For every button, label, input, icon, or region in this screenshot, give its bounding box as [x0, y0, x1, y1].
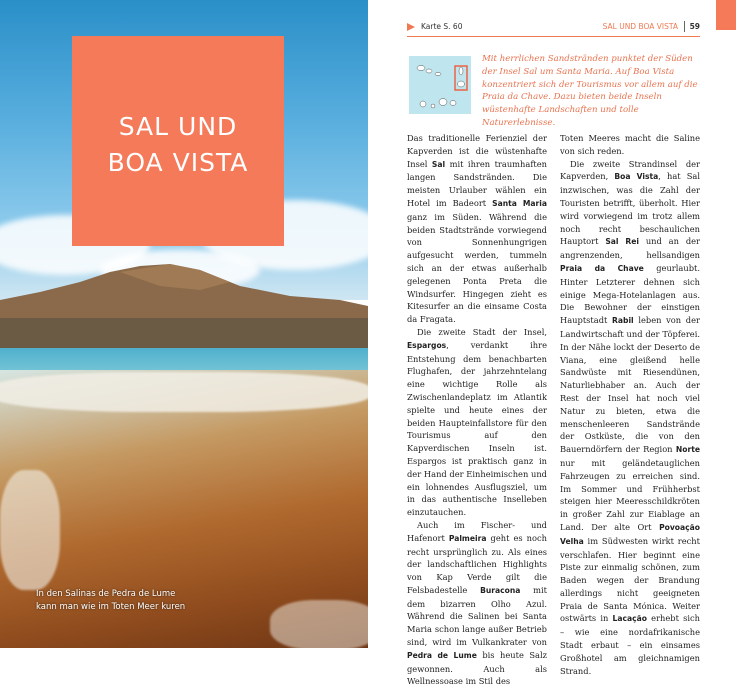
- caption-line: kann man wie im Toten Meer kuren: [36, 602, 186, 612]
- place-name: Sal: [431, 159, 446, 169]
- chapter-name: SAL UND BOA VISTA: [602, 22, 678, 31]
- body-text: , hat Sal inzwischen, was die Zahl der Touristen betrifft, überholt. Hier wird vorwiegend im trotz allem noch recht beschaulichen Hauptort: [560, 171, 700, 247]
- page-edge-tab: [716, 0, 736, 30]
- salt-crust: [270, 600, 368, 648]
- chapter-title-line1: SAL UND: [118, 112, 238, 141]
- chapter-title-box: [72, 36, 284, 246]
- body-text: mit dem bizarren Olho Azul. Während die Salinen bei Santa Maria schon lange außer Betrieb sind, wird im Vulkankrater von: [407, 584, 547, 648]
- place-name: Sal Rei: [605, 237, 639, 247]
- body-text: im Südwesten wirkt recht verschlafen. Hier beginnt eine Piste zur einmalig schönen, zum Baden wegen der Brandung allerdings nicht geeigneten Praia de Santa Mónica. Weiter ostwärts in: [560, 535, 700, 624]
- chapter-title-line2: BOA VISTA: [107, 148, 249, 177]
- paragraph: [560, 132, 700, 158]
- salt-crust: [0, 470, 60, 590]
- body-text: ganz im Süden. Während die beiden Stadtstrände vorwiegend von Sonnenhungrigen aufgesucht werden, tummeln sich an der etwas außerhalb gelegenen Ponta Preta die Windsurfer. Hingegen zieht es Kitesurfer an die einsame Costa da Fragata.: [407, 211, 547, 325]
- body-text: geurlaubt. Hinter Letzterer dehnen sich einige Mega-Hotelanlagen aus. Die Bewohner der einstigen Hauptstadt: [560, 262, 700, 326]
- salt-crust: [0, 372, 368, 412]
- body-text: nur mit geländetauglichen Fahrzeugen zu erreichen sind. Im Sommer und Frühherbst steigen hier Meeresschildkröten in großer Zahl zur Eiablage an Land. Der alte Ort: [560, 457, 700, 532]
- body-text: Die zweite Stadt der Insel,: [417, 326, 547, 337]
- photo-caption: [36, 588, 236, 614]
- body-text: leben von der Landwirtschaft und der Töpferei. In der Nähe lockt der Deserto de Viana, eine gleißend helle Sandwüste mit Riesendünen, Naturliebhaber an. Auch der Rest der Insel hat noch viel Natur zu bieten, etwa die menschenleeren Sandstrände der Ostküste, die von den Bauerndörfern der Region: [560, 315, 700, 455]
- arrow-icon: [407, 23, 415, 31]
- place-name: Lacação: [612, 614, 647, 624]
- map-reference: Karte S. 60: [421, 22, 463, 31]
- text-column-right: [560, 132, 700, 677]
- body-text: und an der angrenzenden, hellsandigen: [560, 236, 701, 261]
- locator-map: [409, 56, 471, 114]
- place-name: Santa Maria: [492, 198, 547, 208]
- place-name: Norte: [675, 445, 700, 455]
- body-text: mit ihren traumhaften langen Sandstränden. Die meisten Urlauber wählen ein Hotel im Badeort: [407, 158, 547, 208]
- header-rule: [407, 36, 700, 37]
- intro-teaser: Mit herrlichen Sandstränden punktet der Süden der Insel Sal um Santa Maria. Auf Boa Vista konzentriert sich der Tourismus vor allem auf die Praia da Chave. Dazu bieten beide Inseln wüstenhafte Landschaften und tolle Naturerlebnisse.: [482, 54, 698, 128]
- body-text: Auch im Fischer- und Hafenort: [407, 519, 547, 543]
- paragraph: [560, 158, 700, 678]
- body-text: Das traditionelle Ferienziel der Kapverden ist die wüstenhafte Insel: [407, 133, 547, 169]
- cover-photo: [0, 0, 368, 648]
- place-name: Povoação Velha: [560, 522, 700, 546]
- paragraph: [407, 132, 547, 326]
- page-number: 59: [689, 22, 700, 31]
- place-name: Pedra de Lume: [407, 650, 477, 660]
- body-text: geht es noch recht ursprünglich zu. Als eines der landschaftlichen Highlights von Kap Verde gilt die Felsbadestelle: [407, 532, 547, 595]
- islands-map-icon: [409, 56, 471, 114]
- place-name: Palmeira: [448, 533, 487, 543]
- place-name: Boa Vista: [614, 172, 659, 182]
- body-text: erhebt sich – wie eine nordafrikanische Stadt erbaut – ein einsames Großhotel am gleichnamigen Strand.: [560, 613, 701, 676]
- body-text: Die zweite Strandinsel der Kapverden,: [560, 158, 700, 182]
- place-name: Praia da Chave: [560, 263, 644, 273]
- place-name: Rabil: [612, 316, 634, 326]
- running-header: [407, 22, 700, 34]
- place-name: Buracona: [480, 585, 521, 595]
- body-text: , verdankt ihre Entstehung dem benachbarten Flughafen, der jahrzehntelang eine wichtige Rolle als Zwischenlandeplatz im Atlantik spielte und heute eines der beiden Haupteinfallstore für den Tourismus auf den Kapverdischen Inseln ist. Espargos ist praktisch ganz in der Hand der Einheimischen und ein lohnendes Ausflugsziel, um in das authentische Inselleben einzutauchen.: [407, 339, 547, 518]
- text-column-left: [407, 132, 547, 688]
- place-name: Espargos: [407, 340, 447, 350]
- body-text: bis heute Salz gewonnen. Auch als Wellnessoase im Stil des: [407, 649, 547, 687]
- body-text: Toten Meeres macht die Saline von sich reden.: [560, 133, 700, 156]
- paragraph: [407, 519, 547, 688]
- paragraph: [407, 326, 547, 519]
- caption-line: In den Salinas de Pedra de Lume: [36, 589, 176, 599]
- header-divider: [684, 21, 685, 32]
